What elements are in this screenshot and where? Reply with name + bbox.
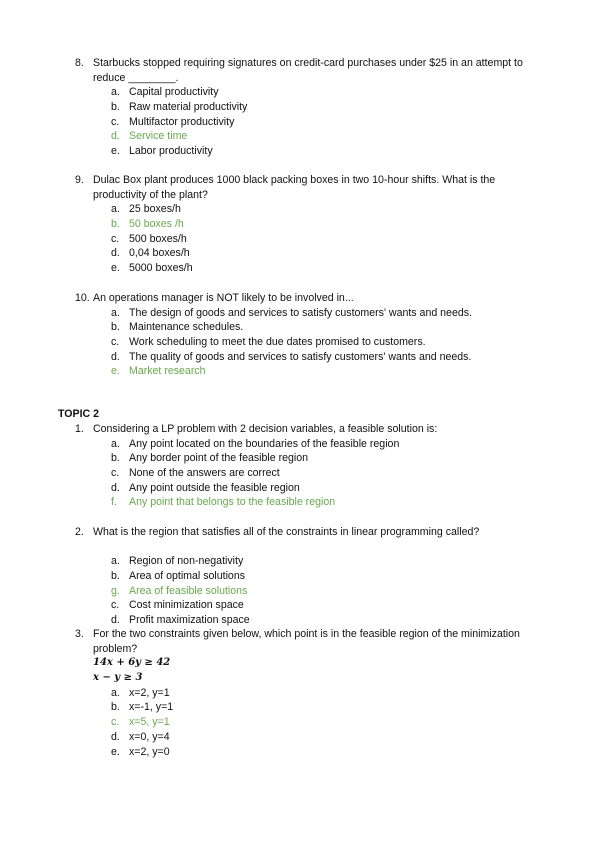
answer-option (0, 202, 600, 217)
option-text: Service time (129, 130, 188, 143)
option-letter: b. (111, 101, 120, 114)
question (0, 291, 600, 379)
option-text: Profit maximization space (129, 614, 250, 627)
question (0, 56, 600, 159)
option-letter: b. (111, 218, 120, 231)
answer-option (0, 85, 600, 100)
answer-option (0, 495, 600, 510)
option-letter: b. (111, 452, 120, 465)
option-text: Area of optimal solutions (129, 570, 246, 583)
option-letter: a. (111, 86, 120, 99)
answer-option (0, 246, 600, 261)
option-text: Market research (129, 365, 206, 378)
option-text: Any point outside the feasible region (129, 481, 300, 494)
question-stem-spacer (0, 71, 600, 86)
option-text: Labor productivity (129, 145, 213, 158)
question-number: 2. (75, 526, 84, 538)
constraint-equation: 14x + 6y ≥ 42 (93, 657, 171, 669)
math-line (0, 656, 600, 671)
question-text: Dulac Box plant produces 1000 black packing boxes in two 10-hour shifts. What is the productivity of the plant? (93, 174, 496, 201)
option-letter: c. (111, 716, 120, 729)
constraint-equation: x − y ≥ 3 (93, 672, 143, 684)
question-stem (0, 173, 600, 201)
question (0, 422, 600, 510)
option-text: Cost minimization space (129, 599, 244, 612)
option-letter: f. (111, 496, 117, 509)
question (0, 173, 600, 276)
option-text: Any point that belongs to the feasible region (129, 496, 336, 509)
option-letter: d. (111, 350, 120, 363)
question (0, 525, 600, 628)
option-text: Region of non-negativity (129, 555, 244, 568)
question-stem (0, 291, 600, 306)
question-number: 3. (75, 628, 84, 640)
option-text: x=0, y=4 (129, 730, 170, 743)
answer-option (0, 569, 600, 584)
question-number: 8. (75, 57, 84, 69)
question-stem-spacer (0, 540, 600, 555)
heading-line (0, 407, 600, 422)
question-stem (0, 422, 600, 437)
section-heading-text: TOPIC 2 (58, 408, 100, 420)
answer-option (0, 335, 600, 350)
option-text: 0,04 boxes/h (129, 247, 190, 260)
answer-option (0, 232, 600, 247)
option-text: Raw material productivity (129, 101, 248, 114)
answer-option (0, 306, 600, 321)
option-text: 25 boxes/h (129, 203, 181, 216)
answer-option (0, 451, 600, 466)
answer-option (0, 144, 600, 159)
option-text: Maintenance schedules. (129, 321, 244, 334)
option-text: x=2, y=1 (129, 686, 170, 699)
option-letter: e. (111, 745, 120, 758)
option-text: The quality of goods and services to satisfy customers' wants and needs. (129, 350, 472, 363)
question-number: 1. (75, 423, 84, 435)
option-text: The design of goods and services to satisfy customers' wants and needs. (129, 306, 472, 319)
option-text: Work scheduling to meet the due dates promised to customers. (129, 336, 426, 349)
question-text: What is the region that satisfies all of the constraints in linear programming called? (93, 526, 480, 538)
option-letter: a. (111, 686, 120, 699)
option-letter: d. (111, 614, 120, 627)
option-text: Multifactor productivity (129, 115, 235, 128)
answer-option (0, 745, 600, 760)
option-letter: d. (111, 730, 120, 743)
answer-option (0, 261, 600, 276)
answer-option (0, 466, 600, 481)
option-letter: e. (111, 365, 120, 378)
question-number: 9. (75, 174, 84, 186)
answer-option (0, 320, 600, 335)
option-letter: c. (111, 336, 120, 349)
question-text: An operations manager is NOT likely to be involved in... (93, 292, 354, 304)
answer-option (0, 715, 600, 730)
option-letter: a. (111, 203, 120, 216)
option-letter: g. (111, 584, 120, 597)
answer-option (0, 730, 600, 745)
option-letter: d. (111, 130, 120, 143)
option-letter: c. (111, 232, 120, 245)
answer-option (0, 350, 600, 365)
option-letter: b. (111, 701, 120, 714)
question (0, 627, 600, 759)
answer-option (0, 598, 600, 613)
answer-option (0, 686, 600, 701)
option-text: x=2, y=0 (129, 745, 170, 758)
option-letter: b. (111, 570, 120, 583)
option-letter: e. (111, 262, 120, 275)
option-text: 500 boxes/h (129, 232, 187, 245)
option-text: 50 boxes /h (129, 218, 184, 231)
answer-option (0, 700, 600, 715)
option-text: Any point located on the boundaries of the feasible region (129, 437, 400, 450)
answer-option (0, 364, 600, 379)
math-line (0, 671, 600, 686)
question-number: 10. (75, 292, 90, 304)
question-stem-spacer (0, 642, 600, 657)
answer-option (0, 115, 600, 130)
question-stem (0, 56, 600, 84)
option-text: x=5, y=1 (129, 716, 170, 729)
option-letter: a. (111, 306, 120, 319)
question-stem (0, 627, 600, 655)
answer-option (0, 129, 600, 144)
option-letter: d. (111, 247, 120, 260)
question-stem (0, 525, 600, 540)
answer-option (0, 554, 600, 569)
question-text: For the two constraints given below, which point is in the feasible region of the minimization problem? (93, 628, 520, 655)
question-text: Starbucks stopped requiring signatures on credit-card purchases under $25 in an attempt to reduce ________. (93, 57, 523, 84)
section-heading (0, 407, 600, 422)
answer-option (0, 437, 600, 452)
answer-option (0, 100, 600, 115)
question-stem-spacer (0, 188, 600, 203)
option-letter: a. (111, 437, 120, 450)
answer-option (0, 613, 600, 628)
answer-option (0, 584, 600, 599)
option-text: x=-1, y=1 (129, 701, 174, 714)
answer-option (0, 217, 600, 232)
option-text: Any border point of the feasible region (129, 452, 309, 465)
question-text: Considering a LP problem with 2 decision variables, a feasible solution is: (93, 423, 438, 435)
option-letter: c. (111, 599, 120, 612)
option-letter: e. (111, 145, 120, 158)
option-letter: d. (111, 481, 120, 494)
option-text: Area of feasible solutions (129, 584, 248, 597)
option-letter: a. (111, 555, 120, 568)
option-letter: c. (111, 115, 120, 128)
option-letter: c. (111, 467, 120, 480)
option-letter: b. (111, 321, 120, 334)
option-text: None of the answers are correct (129, 467, 280, 480)
answer-option (0, 481, 600, 496)
option-text: Capital productivity (129, 86, 219, 99)
option-text: 5000 boxes/h (129, 262, 193, 275)
